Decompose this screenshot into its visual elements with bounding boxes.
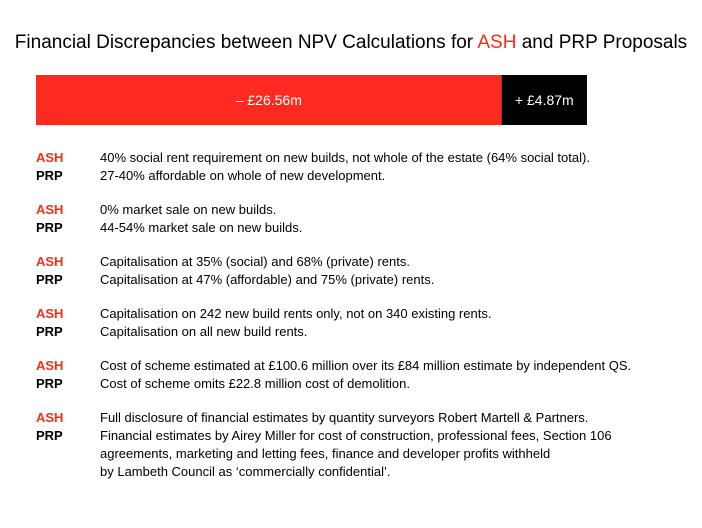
ash-row [36,357,686,375]
prp-row [36,167,686,185]
ash-tag: ASH [36,254,64,269]
ash-text: 40% social rent requirement on new builds, not whole of the estate (64% social total). [100,150,590,165]
comparison-group [36,253,686,289]
bar-data-label-0: – £26.56m [235,92,302,108]
bar-data-label-1: + £4.87m [514,92,574,108]
ash-row [36,201,686,219]
prp-row [36,323,686,341]
title-highlight-ash: ASH [477,32,517,53]
prp-tag: PRP [36,168,63,183]
ash-row [36,409,686,427]
ash-text: Cost of scheme estimated at £100.6 million over its £84 million estimate by independent QS. [100,358,632,373]
title-text-before: Financial Discrepancies between NPV Calculations for [14,32,478,53]
ash-tag: ASH [36,306,64,321]
prp-tag: PRP [36,376,63,391]
comparison-group [36,357,686,393]
ash-text: Capitalisation on 242 new build rents only, not on 340 existing rents. [100,306,492,321]
ash-tag: ASH [36,358,64,373]
prp-tag: PRP [36,220,63,235]
prp-text: Capitalisation at 47% (affordable) and 75% (private) rents. [100,272,435,287]
comparison-group [36,201,686,237]
ash-text: 0% market sale on new builds. [100,202,277,217]
comparison-group [36,305,686,341]
comparison-group [36,409,686,481]
ash-tag: ASH [36,150,64,165]
prp-tag: PRP [36,324,63,339]
title-text-after: and PRP Proposals [516,32,688,53]
ash-row [36,253,686,271]
prp-tag: PRP [36,428,63,443]
ash-text: Full disclosure of financial estimates by quantity surveyors Robert Martell & Partners. [100,410,589,425]
ash-tag: ASH [36,202,64,217]
ash-row [36,149,686,167]
ash-tag: ASH [36,410,64,425]
prp-row [36,375,686,393]
prp-text: 44-54% market sale on new builds. [100,220,303,235]
prp-row [36,271,686,289]
comparison-group [36,149,686,185]
prp-text: 27-40% affordable on whole of new development. [100,168,386,183]
prp-row [36,219,686,237]
prp-text: Cost of scheme omits £22.8 million cost of demolition. [100,376,410,391]
prp-row [36,427,686,481]
prp-tag: PRP [36,272,63,287]
stacked-bar-chart [0,0,702,140]
comparison-list [36,149,686,497]
ash-text: Capitalisation at 35% (social) and 68% (private) rents. [100,254,410,269]
prp-text: Capitalisation on all new build rents. [100,324,308,339]
ash-row [36,305,686,323]
prp-text: Financial estimates by Airey Miller for cost of construction, professional fees, Section 106 agreements, marketing and letting fees, finance and developer profits withheld by Lambeth Council as ‘commercially confidential’. [100,428,612,479]
